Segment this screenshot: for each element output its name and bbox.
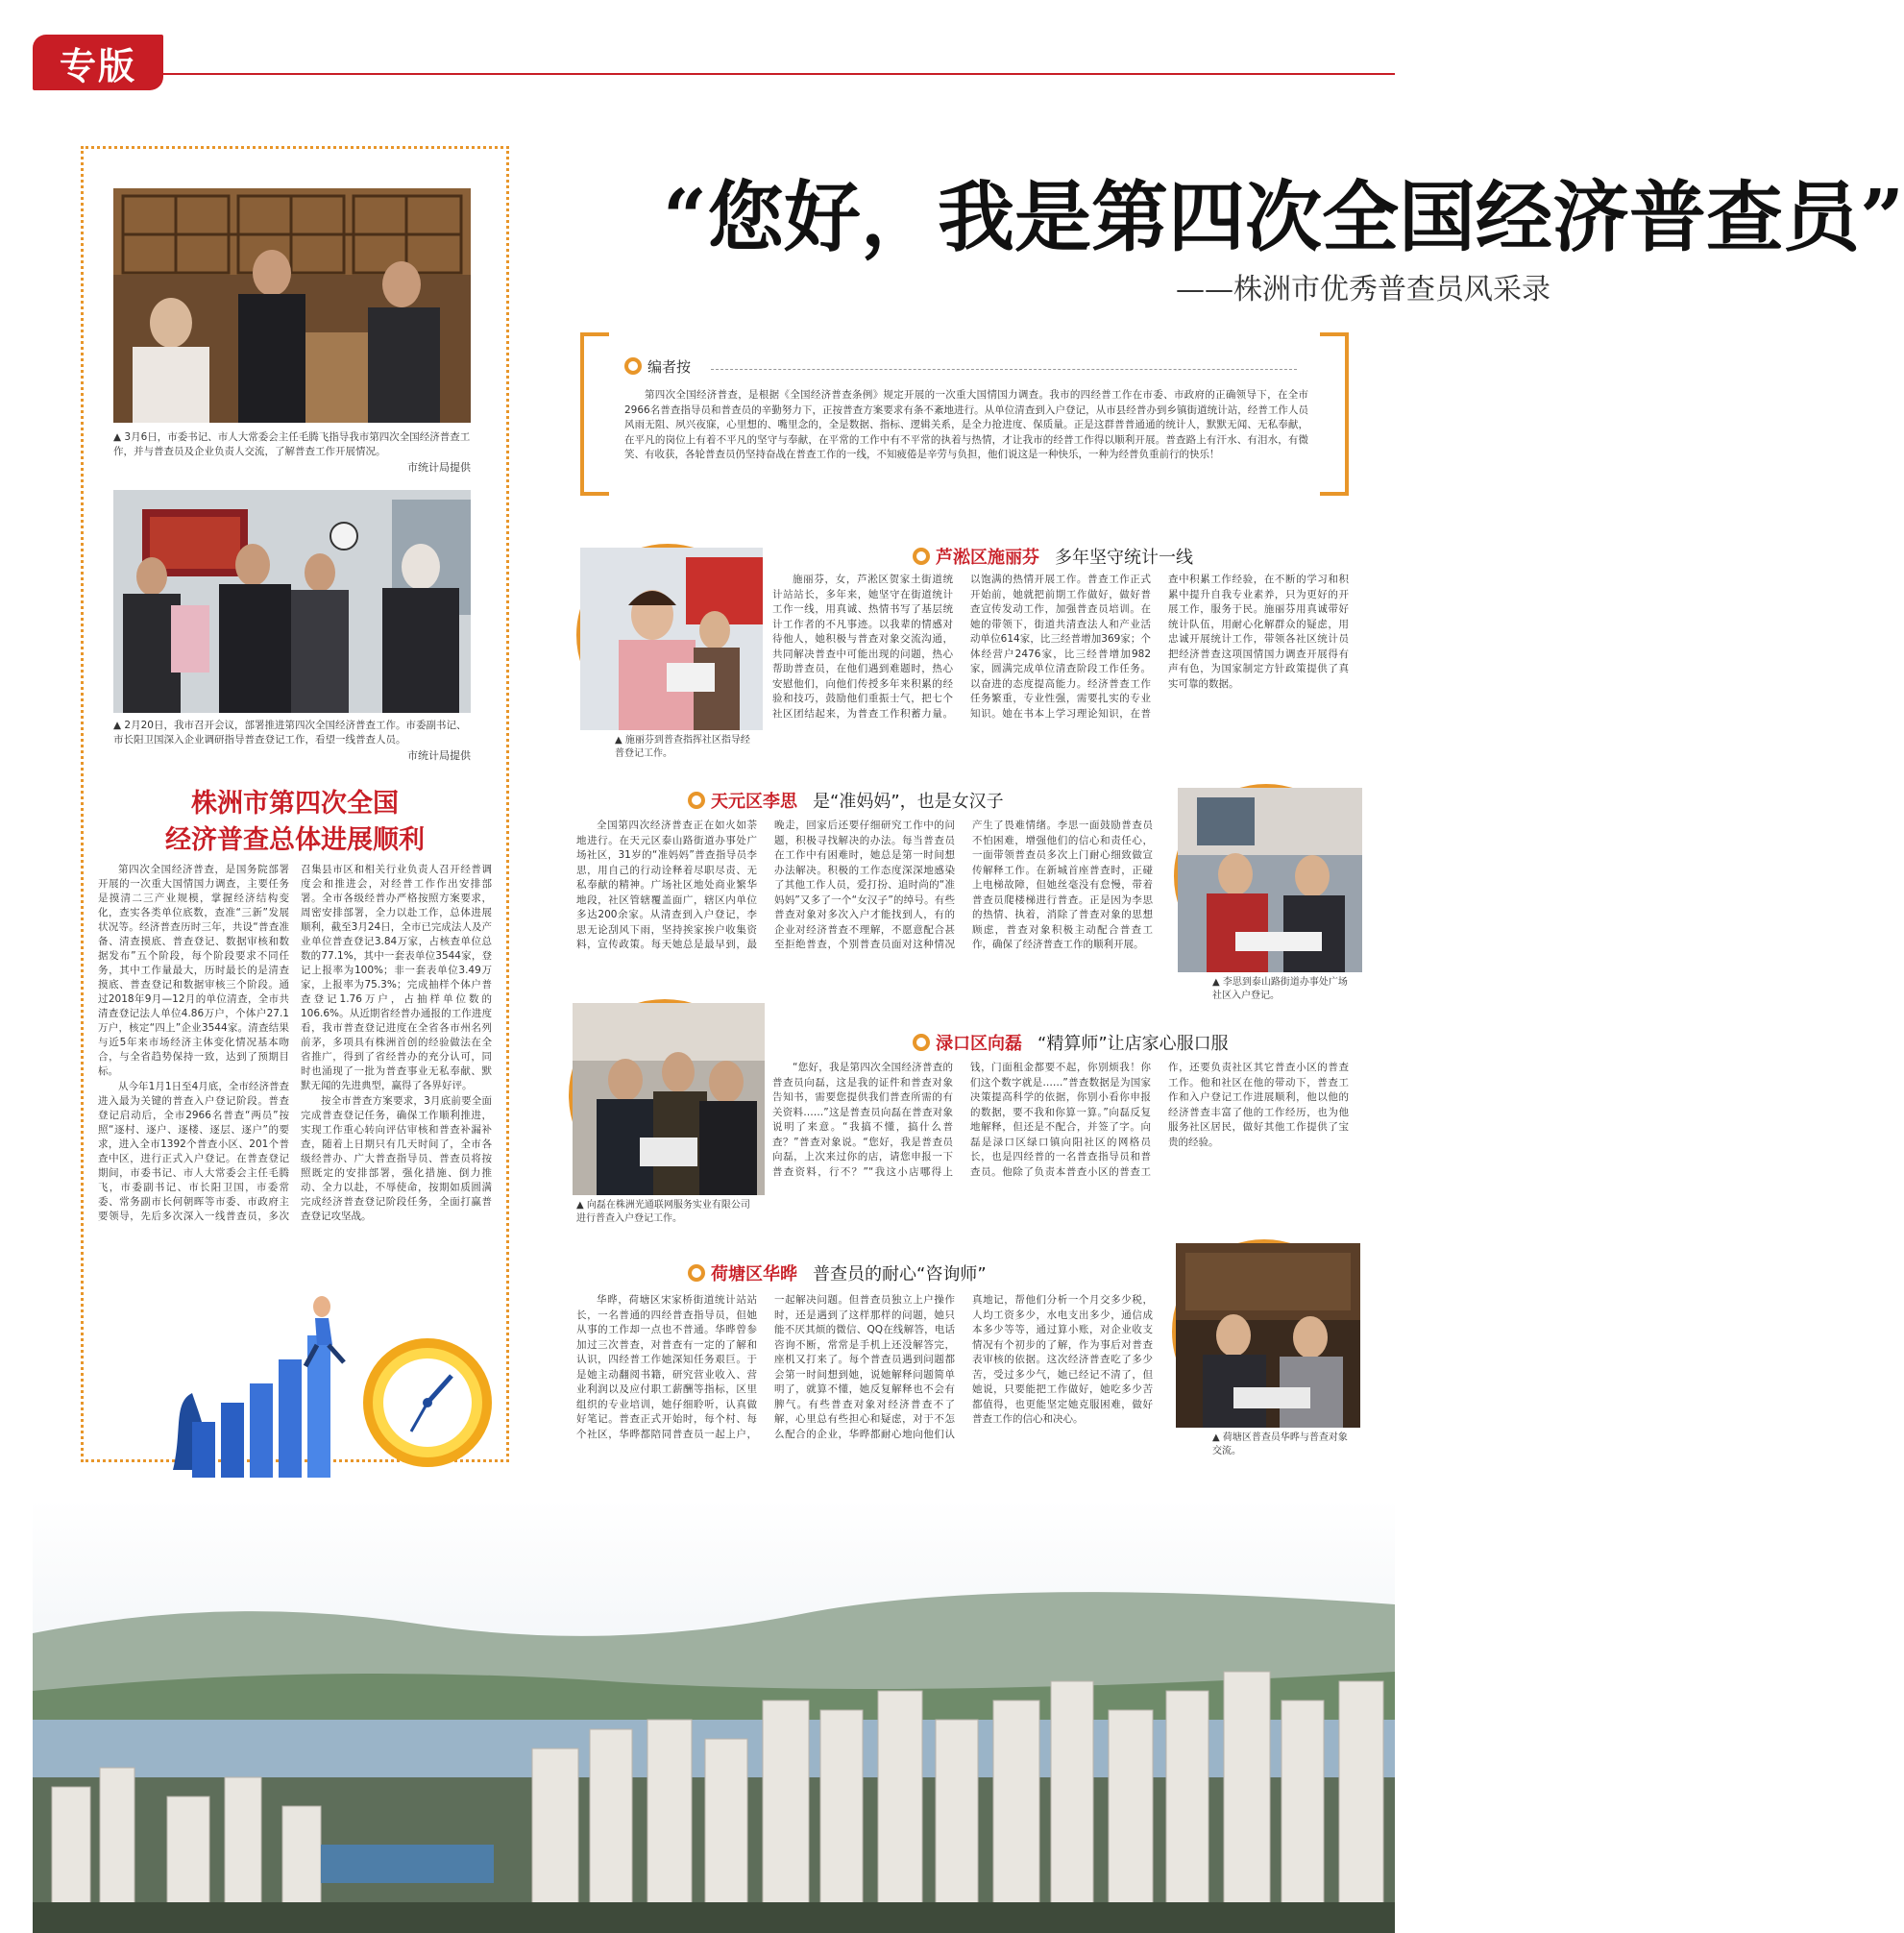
section-body bbox=[576, 1293, 1153, 1453]
section-heading bbox=[913, 544, 1193, 569]
section-person: 渌口区向磊 bbox=[936, 1034, 1022, 1054]
section-body bbox=[576, 819, 1153, 978]
photo1-caption: ▲ 3月6日，市委书记、市人大常委会主任毛腾飞指导我市第四次全国经济普查工作，并与普查员及企业负责人交流，了解普查工作开展情况。 bbox=[113, 431, 471, 457]
circle-bullet-icon bbox=[688, 1264, 705, 1282]
note-divider bbox=[711, 369, 1297, 370]
bar-decoration bbox=[250, 1383, 273, 1478]
round-photo-caption: ▲ 施丽芬到普查指挥社区指导经普登记工作。 bbox=[615, 735, 750, 759]
section-person: 芦淞区施丽芬 bbox=[936, 548, 1039, 568]
section-paragraph: 华晔，荷塘区宋家桥街道统计站站长，一名普通的四经普查指导员，但她从事的工作却一点也不普通。华晔曾参加过三次普查，对普查有一定的了解和认识，四经普工作她深知任务艰巨。于是她主动翻阅书籍，研究营业收入、营业利润以及应付职工薪酬等指标，区里组织的专业培训，她仔细聆听，认真做好笔记。普查正式开始时，每个村、每个社区，华晔都陪同普查员一起上户，一起解决问题。但普查员独立上户操作时，还是遇到了这样那样的问题，她只能不厌其烦的微信、QQ在线解答，电话咨询不断，常常是手机上还没解答完，座机又打来了。每个普查员遇到问题都会第一时间想到她，说她解释问题简单明了，就算不懂，她反复解释也不会有脾气。有些普查对象对经济普查不了解，心里总有些担心和疑虑，对于不怎么配合的企业，华晔都耐心地向他们认真地记，帮他们分析一个月交多少税，人均工资多少，水电支出多少，通信成本多少等等，通过算小账，对企业收支情况有个初步的了解，作为事后对普查表审核的依据。这次经济普查吃了多少苦，受过多少气，她已经记不清了，但她说，只要能把工作做好，她吃多少苦都值得，也更能坚定她克服困难，做好普查工作的信心和决心。 bbox=[576, 1294, 1153, 1440]
circle-bullet-icon bbox=[624, 357, 642, 375]
runner-head-decoration bbox=[313, 1296, 330, 1317]
photo-meeting-visit bbox=[113, 490, 471, 713]
left-article-body bbox=[98, 863, 492, 1247]
left-body-paragraph: 第四次全国经济普查，是国务院部署开展的一次重大国情国力调查，主要任务是摸清二三产业规模，掌握经济结构变化，查实各类单位底数，查准“三新”发展状况等。经济普查历时三年，共设“普查准备、清查摸底、普查登记、数据审核和数据发布”五个阶段，每个阶段要求不同任务，其中工作量最大，历时最长的是清查摸底、普查登记和数据审核三个阶段。通过2018年9月—12月的单位清查，全市共清查登记法人单位4.86万户，个体户27.1万户，核定“四上”企业3544家。清查结果与近5年来市场经济主体变化情况基本吻合，与全省趋势保持一致，达到了预期目标。 bbox=[98, 864, 289, 1077]
editor-note-text: 第四次全国经济普查，是根据《全国经济普查条例》规定开展的一次重大国情国力调查。我市的四经普工作在市委、市政府的正确领导下，在全市2966名普查指导员和普查员的辛勤努力下，正按普查方案要求有条不紊地进行。从单位清查到入户登记，从市县经普办到乡镇街道统计站，经普工作人员风雨无阻、夙兴夜寐，心里想的、嘴里念的，全是数据、指标、逻辑关系，是全力抢进度、保质量。正是这群普普通通的统计人，默默无闻、无私奉献，在平凡的岗位上有着不平凡的坚守与奉献，在平常的工作中有不平常的执着与热情，才让我市的经普工作得以顺利开展。普查路上有汗水、有泪水，有微笑、有收获，各轮普查员仍坚持奋战在普查工作的一线，不知疲倦是辛劳与负担，他们说这是一种快乐，一种为经普负重前行的快乐！ bbox=[624, 389, 1308, 460]
note-bracket-right bbox=[1320, 332, 1349, 496]
round-photo bbox=[576, 544, 759, 726]
progress-illustration bbox=[163, 1287, 528, 1480]
section-paragraph: 全国第四次经济普查正在如火如荼地进行。在天元区泰山路街道办事处广场社区，31岁的“准妈妈”普查指导员李思，用自己的行动诠释着尽职尽责、无私奉献的精神。广场社区地处商业繁华地段，社区管辖覆盖面广，辖区内单位多达200余家。从清查到入户登记，李思无论刮风下雨，坚持挨家挨户收集资料，宣传政策。每天她总是最早到，最晚走，回家后还要仔细研究工作中的问题，积极寻找解决的办法。每当普查员在工作中有困难时，她总是第一时间想办法解决。积极的工作态度深深地感染了其他工作人员，爱打扮、追时尚的“准妈妈”又多了一个“女汉子”的绰号。有些普查对象对多次入户才能找到人，有的企业对经济普查不理解，不愿意配合甚至拒绝普查，个别普查员面对这种情况产生了畏难情绪。李思一面鼓励普查员不怕困难，增强他们的信心和责任心，一面带领普查员多次上门耐心细致做宣传解释工作。在新城首座普查时，正碰上电梯故障，但她丝毫没有怠慢，带着普查员爬楼梯进行普查。正是因为李思的热情、执着，消除了普查对象的思想顾虑，普查对象积极主动配合普查工作，确保了经济普查工作的顺利开展。 bbox=[576, 820, 1153, 950]
left-body-paragraph: 从今年1月1日至4月底，全市经济普查进入最为关键的普查入户登记阶段。普查登记启动后，全市2966名普查“两员”按照“逐村、逐户、逐楼、逐层、逐户”的要求，进入全市1392个普查小区、201个普查中区，进行正式入户登记。在普查登记期间，市委书记、市人大常委会主任毛腾飞，市委副书记、市长阳卫国，市委常委、常务副市长何朝晖等市委、市政府主要领导，先后多次深入一线普查员，多次召集县市区和相关行业负责人召开经普调度会和推进会，对经普工作作出安排部署。全市各级经普办严格按照方案要求，周密安排部署，全力以赴工作，总体进展顺利，截至3月24日，全市已完成法人及产业单位普查登记3.84万家，占核查单位总数的77.1%，其中一套表单位3544家，登记上报率为100%；非一套表单位3.49万家，上报率为75.3%；完成抽样个体户普查登记1.76万户，占抽样单位数的106.6%。从近期省经普办通报的工作进度看，我市普查登记进度在全省各市州名列前茅，多项具有株洲首创的经验做法在全省推广，得到了省经普办的充分认可，同时也涌现了一批为普查事业无私奉献、默默无闻的先进典型，赢得了各界好评。 bbox=[98, 864, 492, 1222]
section-person: 天元区李思 bbox=[711, 792, 797, 812]
editor-note-label-text: 编者按 bbox=[647, 357, 692, 376]
sub-headline: ——株洲市优秀普查员风采录 bbox=[1176, 273, 1550, 306]
section-body bbox=[772, 573, 1349, 736]
section-heading bbox=[913, 1030, 1229, 1055]
bar-decoration bbox=[192, 1422, 215, 1478]
photo2-caption: ▲ 2月20日，我市召开会议，部署推进第四次全国经济普查工作。市委副书记、市长阳卫国深入企业调研指导普查登记工作，看望一线普查人员。 bbox=[113, 720, 467, 746]
section-body bbox=[772, 1061, 1349, 1207]
section-paragraph: 施丽芬，女，芦淞区贺家土街道统计站站长，多年来，她坚守在街道统计工作一线，用真诚、热情书写了基层统计工作者的不凡事迹。以我辈的情感对待他人，她积极与普查对象交流沟通，共同解决普查中可能出现的问题，热心帮助普查员，在他们遇到难题时，热心安慰他们，向他们传授多年来积累的经验和技巧，鼓励他们重振士气，把七个社区团结起来，为普查工作积蓄力量。以饱满的热情开展工作。普查工作正式开始前，她就把前期工作做好，做好普查宣传发动工作，加强普查员培训。在她的带领下，街道共清查法人和产业活动单位614家，比三经普增加369家；个体经营户2476家，比三经普增加982家，圆满完成单位清查阶段工作任务。以奋进的态度提高能力。经济普查工作任务繁重，专业性强，需要扎实的专业知识。她在书本上学习理论知识，在普查中积累工作经验，在不断的学习和积累中提升自我专业素养，只为更好的开展工作，服务于民。施丽芬用真诚带好统计队伍，用耐心化解群众的疑虑，用忠诚开展统计工作，带领各社区统计员把经济普查这项国情国力调查开展得有声有色，为国家制定方针政策提供了真实可靠的数据。 bbox=[772, 574, 1349, 720]
circle-bullet-icon bbox=[913, 1034, 930, 1051]
left-title-line1: 株洲市第四次全国 bbox=[191, 789, 399, 819]
circle-bullet-icon bbox=[688, 792, 705, 809]
round-photo-caption: ▲ 李思到泰山路街道办事处广场社区入户登记。 bbox=[1212, 977, 1348, 1001]
section-title: 普查员的耐心“咨询师” bbox=[813, 1264, 987, 1285]
main-headline: “您好，我是第四次全国经济普查员” bbox=[663, 172, 1904, 262]
photo-leaders-visit bbox=[113, 188, 471, 423]
city-skyline-photo bbox=[33, 1499, 1395, 1933]
round-photo bbox=[1172, 1239, 1356, 1424]
photo2-credit: 市统计局提供 bbox=[407, 749, 471, 762]
note-bracket-left bbox=[580, 332, 609, 496]
section-person: 荷塘区华晔 bbox=[711, 1264, 797, 1285]
section-heading bbox=[688, 1260, 987, 1285]
round-photo-caption: ▲ 向磊在株洲光通联网服务实业有限公司进行普查入户登记工作。 bbox=[576, 1200, 750, 1224]
section-tag: 专版 bbox=[33, 35, 163, 90]
round-photo bbox=[569, 999, 761, 1191]
section-paragraph: “您好，我是第四次全国经济普查的普查员向磊，这是我的证件和普查对象告知书，需要您提供我们普查所需的有关资料……”这是普查员向磊在普查对象说明了来意。“我搞不懂，搞什么普查？”普查对象说。“您好，我是普查员向磊，上次来过你的店，请您申报一下普查资料，行不？”“我这小店哪得上钱，门面租金都要不起，你别烦我！你们这个数字就是……”普查数据是为国家决策提高科学的依据，你别小看你申报的数据，要不我和你算一算。”向磊反复地解释，但还是不配合，并签了字。向磊是渌口区绿口镇向阳社区的网格员长，也是四经普的一名普查指导员和普查员。他除了负责本普查小区的普查工作，还要负责社区其它普查小区的普查工作。他和社区在他的带动下，普查工作和入户登记工作进展顺利，他以他的经济普查丰富了他的工作经历，也为他服务社区居民，做好其他工作提供了宝贵的经验。 bbox=[772, 1062, 1349, 1178]
header-rule bbox=[163, 73, 1395, 75]
section-title: 是“准妈妈”，也是女汉子 bbox=[813, 792, 1004, 812]
section-heading bbox=[688, 788, 1004, 813]
circle-bullet-icon bbox=[913, 548, 930, 565]
photo1-credit: 市统计局提供 bbox=[407, 461, 471, 474]
left-article-title bbox=[96, 786, 494, 859]
section-title: 多年坚守统计一线 bbox=[1055, 548, 1193, 568]
round-photo-caption: ▲ 荷塘区普查员华晔与普查对象交流。 bbox=[1212, 1432, 1348, 1456]
left-title-line2: 经济普查总体进展顺利 bbox=[165, 825, 425, 855]
bar-decoration bbox=[279, 1359, 302, 1478]
section-title: “精算师”让店家心服口服 bbox=[1037, 1034, 1229, 1054]
round-photo bbox=[1174, 784, 1358, 968]
left-body-paragraph: 按全市普查方案要求，3月底前要全面完成普查登记任务，确保工作顺利推进，实现工作重心转向评估审核和普查补漏补查，随着上日期只有几天时间了，全市各级经普办、广大普查指导员、普查员将按照既定的安排部署，强化措施、倒力推动、全力以赴，不辱使命，按期如质圆满完成经济普查登记阶段任务，全面打赢普查登记攻坚战。 bbox=[301, 1095, 492, 1222]
bar-decoration bbox=[221, 1403, 244, 1478]
editor-note-label bbox=[624, 355, 691, 377]
